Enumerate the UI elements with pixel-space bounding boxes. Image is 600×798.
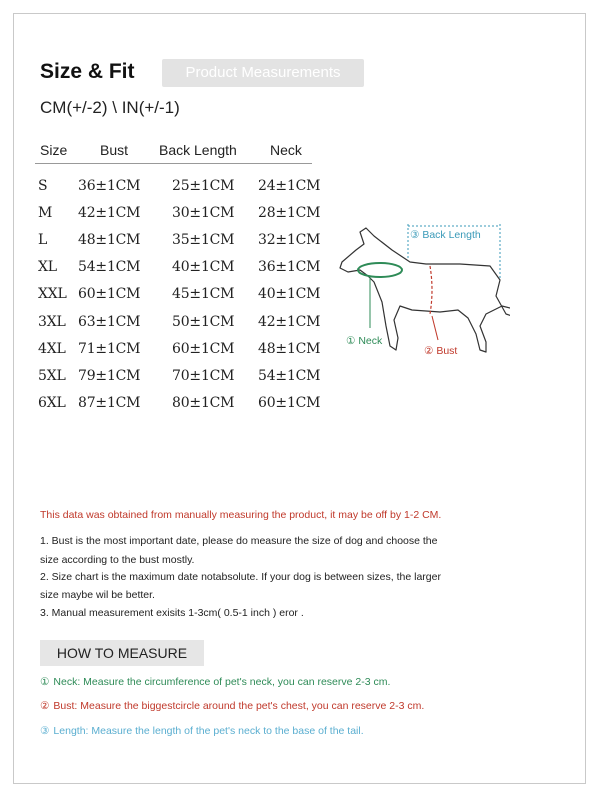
- table-row: [0, 395, 320, 421]
- bust-cell: 36±1CM: [78, 178, 141, 194]
- neck-cell: 48±1CM: [258, 341, 321, 357]
- neck-cell: 42±1CM: [258, 314, 321, 330]
- note-line: 2. Size chart is the maximum date notabsolute. If your dog is between sizes, the larger: [40, 571, 441, 583]
- dog-silhouette: [340, 228, 510, 352]
- back-length-cell: 50±1CM: [172, 314, 235, 330]
- units-label: CM(+/-2) \ IN(+/-1): [40, 98, 180, 117]
- bust-line: [430, 266, 432, 314]
- neck-cell: 36±1CM: [258, 259, 321, 275]
- back-length-cell: 45±1CM: [172, 286, 235, 302]
- bust-cell: 48±1CM: [78, 232, 141, 248]
- note-line: size according to the bust mostly.: [40, 554, 195, 566]
- back-length-cell: 80±1CM: [172, 395, 235, 411]
- measure-text: Neck: Measure the circumference of pet's neck, you can reserve 2-3 cm.: [53, 676, 391, 688]
- measurement-warning: This data was obtained from manually measuring the product, it may be off by 1-2 CM.: [40, 509, 442, 521]
- note-line: 1. Bust is the most important date, please do measure the size of dog and choose the: [40, 535, 438, 547]
- size-cell: M: [38, 205, 53, 221]
- back-length-cell: 60±1CM: [172, 341, 235, 357]
- table-row: [0, 232, 320, 258]
- bust-cell: 79±1CM: [78, 368, 141, 384]
- size-cell: L: [38, 232, 48, 248]
- back-length-cell: 30±1CM: [172, 205, 235, 221]
- bust-cell: 54±1CM: [78, 259, 141, 275]
- table-row: [0, 259, 320, 285]
- table-row: [0, 368, 320, 394]
- size-cell: 5XL: [38, 368, 66, 384]
- size-cell: XXL: [38, 286, 67, 302]
- table-row: [0, 205, 320, 231]
- size-cell: 3XL: [38, 314, 66, 330]
- neck-cell: 54±1CM: [258, 368, 321, 384]
- bust-label: ② Bust: [424, 345, 458, 357]
- how-to-measure-heading: HOW TO MEASURE: [40, 640, 204, 666]
- measure-text: Length: Measure the length of the pet's neck to the base of the tail.: [53, 725, 364, 737]
- measure-item-bust: [40, 700, 424, 712]
- neck-cell: 28±1CM: [258, 205, 321, 221]
- header-divider: [35, 163, 312, 164]
- table-row: [0, 178, 320, 204]
- table-row: [0, 341, 320, 367]
- bust-cell: 60±1CM: [78, 286, 141, 302]
- col-header-neck: Neck: [270, 142, 302, 158]
- dog-measurement-diagram: [330, 210, 510, 380]
- size-cell: S: [38, 178, 48, 194]
- circled-number: ②: [40, 700, 50, 712]
- product-measurements-badge: Product Measurements: [162, 59, 364, 87]
- table-row: [0, 314, 320, 340]
- back-length-cell: 35±1CM: [172, 232, 235, 248]
- neck-cell: 60±1CM: [258, 395, 321, 411]
- back-length-cell: 70±1CM: [172, 368, 235, 384]
- measure-item-length: [40, 725, 364, 737]
- bust-cell: 42±1CM: [78, 205, 141, 221]
- page-title: Size & Fit: [40, 60, 135, 83]
- neck-collar: [358, 263, 402, 277]
- measure-item-neck: [40, 676, 390, 688]
- neck-label: ① Neck: [346, 335, 383, 347]
- table-row: [0, 286, 320, 312]
- size-cell: 4XL: [38, 341, 66, 357]
- bust-cell: 87±1CM: [78, 395, 141, 411]
- circled-number: ③: [40, 725, 50, 737]
- note-line: 3. Manual measurement exisits 1-3cm( 0.5-1 inch ) eror .: [40, 607, 304, 619]
- size-cell: XL: [38, 259, 57, 275]
- col-header-back-length: Back Length: [159, 142, 237, 158]
- circled-number: ①: [40, 676, 50, 688]
- measure-text: Bust: Measure the biggestcircle around the pet's chest, you can reserve 2-3 cm.: [53, 700, 425, 712]
- col-header-size: Size: [40, 142, 68, 158]
- bust-cell: 63±1CM: [78, 314, 141, 330]
- bust-cell: 71±1CM: [78, 341, 141, 357]
- back-length-cell: 40±1CM: [172, 259, 235, 275]
- neck-cell: 32±1CM: [258, 232, 321, 248]
- back-length-cell: 25±1CM: [172, 178, 235, 194]
- col-header-bust: Bust: [100, 142, 129, 158]
- back-length-label: ③ Back Length: [410, 229, 481, 241]
- note-line: size maybe wil be better.: [40, 589, 155, 601]
- neck-cell: 40±1CM: [258, 286, 321, 302]
- size-cell: 6XL: [38, 395, 66, 411]
- neck-cell: 24±1CM: [258, 178, 321, 194]
